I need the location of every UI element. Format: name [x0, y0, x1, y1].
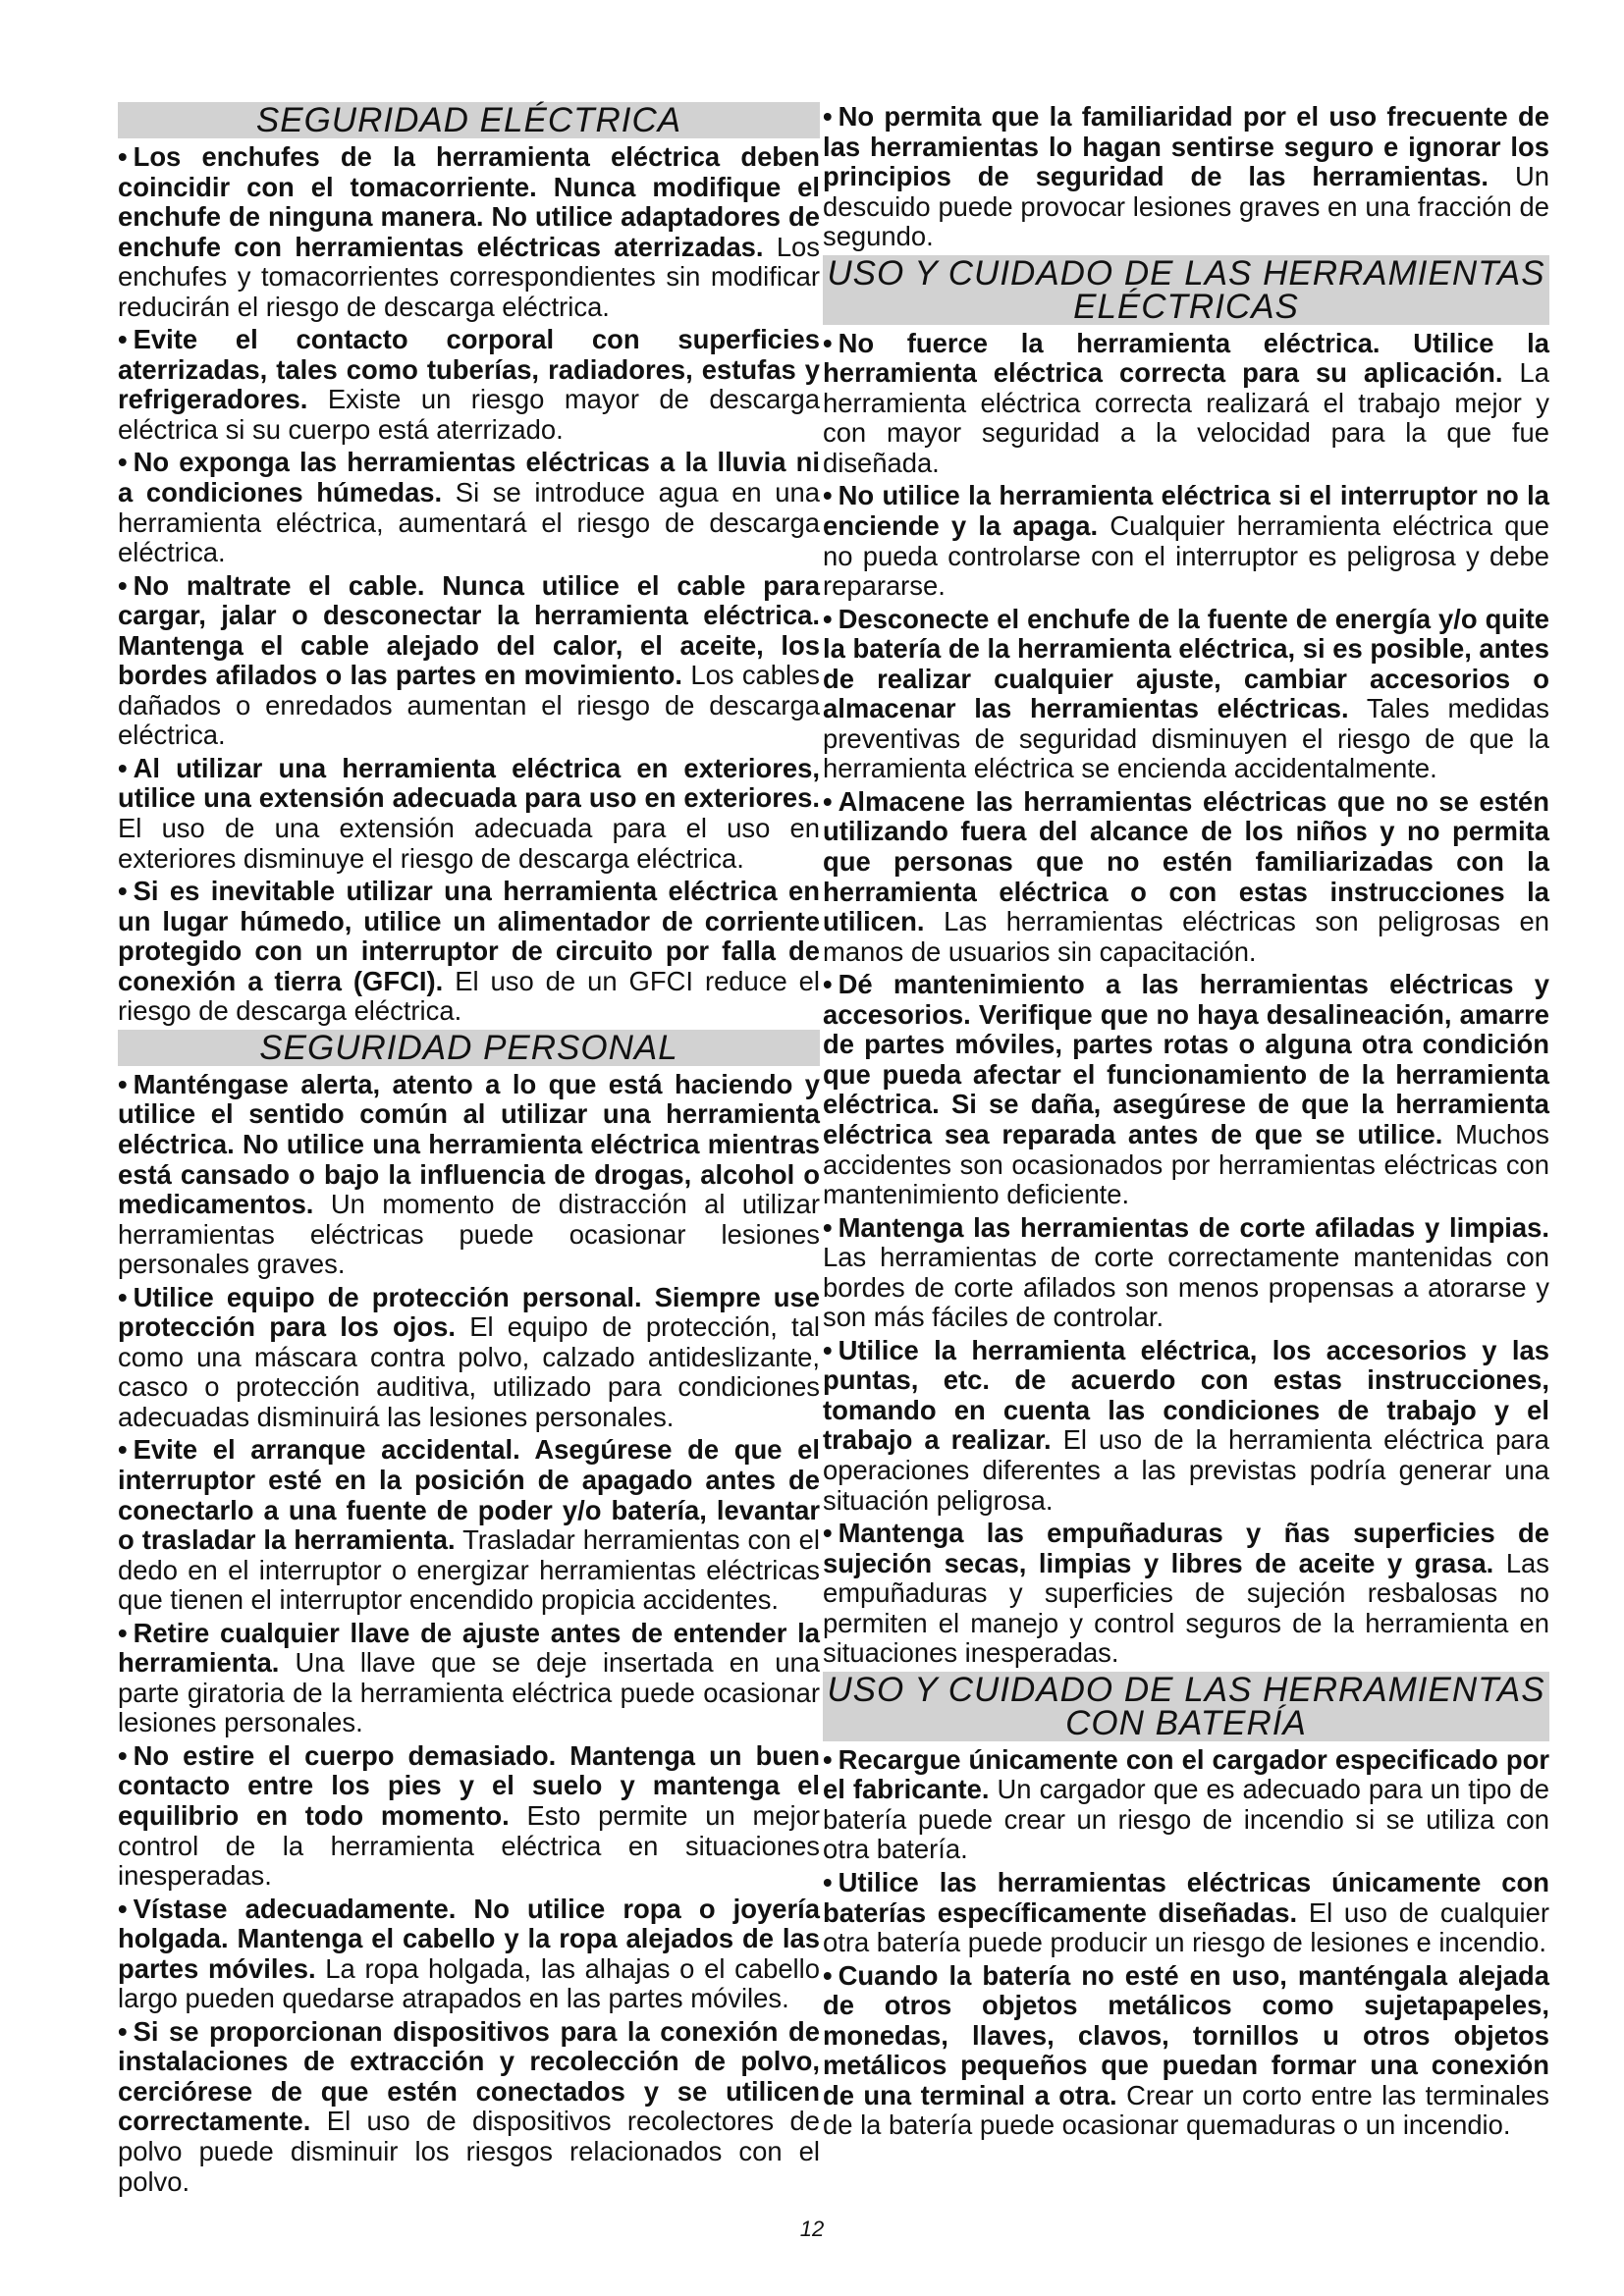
safety-item [118, 2017, 820, 2197]
safety-item [118, 1741, 820, 1892]
safety-item [118, 142, 820, 322]
item-bold-text: Cuando la batería no esté en uso, manténgala alejada de otros objetos metálicos como sujetapapeles, monedas, llaves, clavos, tornillos u otros objetos metálicos pequeños que puedan formar una conexión de una terminal a otra. [823, 1959, 1549, 2110]
safety-item [118, 448, 820, 567]
item-bold-text: No utilice la herramienta eléctrica si el interruptor no la enciende y la apaga. [823, 480, 1549, 542]
item-normal-text: Las empuñaduras y superficies de sujeción resbalosas no permiten el manejo y control seguros de la herramienta en situaciones inesperadas. [823, 1547, 1549, 1669]
bullet-icon: • [118, 1617, 128, 1648]
item-normal-text: Esto permite un mejor control de la herramienta eléctrica en situaciones inesperadas. [118, 1799, 820, 1892]
item-normal-text: Existe un riesgo mayor de descarga eléctrica si su cuerpo está aterrizado. [118, 384, 820, 445]
bullet-icon: • [118, 447, 128, 478]
item-bold-text: Recargue únicamente con el cargador especificado por el fabricante. [823, 1743, 1549, 1805]
page-number: 12 [799, 2216, 825, 2241]
section-seguridad-personal [118, 1030, 820, 2197]
item-normal-text: El uso de una extensión adecuada para el uso en exteriores disminuye el riesgo de descarga eléctrica. [118, 813, 820, 874]
bullet-icon: • [118, 2015, 128, 2047]
bullet-icon: • [118, 1893, 128, 1924]
item-normal-text: Un momento de distracción al utilizar herramientas eléctricas puede ocasionar lesiones personales graves. [118, 1189, 820, 1280]
item-bold-text: No fuerce la herramienta eléctrica. Utilice la herramienta eléctrica correcta para su aplicación. [823, 327, 1549, 389]
bullet-icon: • [118, 1281, 128, 1312]
item-bold-text: Si es inevitable utilizar una herramienta eléctrica en un lugar húmedo, utilice un alimentador de corriente protegido con un interruptor de circuito por falla de conexión a tierra (GFCI). [118, 876, 820, 996]
item-normal-text: El equipo de protección, tal como una máscara contra polvo, calzado antideslizante, casco o protección auditiva, utilizado para condiciones adecuadas disminuirá las lesiones personales. [118, 1311, 820, 1432]
right-column [823, 102, 1549, 2144]
section-header: SEGURIDAD PERSONAL [118, 1030, 820, 1066]
item-bold-text: No maltrate el cable. Nunca utilice el cable para cargar, jalar o desconectar la herramienta eléctrica. Mantenga el cable alejado del calor, el aceite, los bordes afilados o las partes en movimiento. [118, 569, 820, 691]
safety-item [823, 970, 1549, 1209]
item-bold-text: Los enchufes de la herramienta eléctrica deben coincidir con el tomacorriente. Nunca modifique el enchufe de ninguna manera. No utilice adaptadores de enchufe con herramientas eléctricas aterrizadas. [118, 141, 820, 262]
item-bold-text: Vístase adecuadamente. No utilice ropa o joyería holgada. Mantenga el cabello y la ropa alejados de las partes móviles. [118, 1893, 820, 1984]
safety-item [118, 325, 820, 445]
bullet-icon: • [823, 603, 833, 634]
item-normal-text: Los enchufes y tomacorrientes correspondientes sin modificar reducirán el riesgo de descarga eléctrica. [118, 231, 820, 322]
bullet-icon: • [823, 101, 833, 132]
section-uso-y-cuidado-de-las-herramientas-electricas [823, 255, 1549, 1669]
item-normal-text: La herramienta eléctrica correcta realizará el trabajo mejor y con mayor seguridad a la velocidad para la que fue diseñada. [823, 357, 1549, 478]
bullet-icon: • [118, 876, 128, 907]
item-normal-text: Trasladar herramientas con el dedo en el interruptor o energizar herramientas eléctricas que tienen el interruptor encendido propicia accidentes. [118, 1524, 820, 1616]
item-bold-text: Utilice las herramientas eléctricas únicamente con baterías específicamente diseñadas. [823, 1866, 1549, 1928]
item-normal-text: La ropa holgada, las alhajas o el cabello largo pueden quedarse atrapados en las partes móviles. [118, 1952, 820, 2014]
item-normal-text: Un descuido puede provocar lesiones graves en una fracción de segundo. [823, 161, 1549, 252]
section-header: USO Y CUIDADO DE LAS HERRAMIENTAS ELÉCTRICAS [823, 255, 1549, 325]
item-bold-text: Desconecte el enchufe de la fuente de energía y/o quite la batería de la herramienta eléctrica, si es posible, antes de realizar cualquier ajuste, cambiar accesorios o almacenar las herramientas eléctricas. [823, 603, 1549, 724]
item-bold-text: Utilice equipo de protección personal. Siempre use protección para los ojos. [118, 1281, 820, 1343]
item-normal-text: Muchos accidentes son ocasionados por herramientas eléctricas con mantenimiento deficiente. [823, 1118, 1549, 1210]
section-continued [823, 102, 1549, 252]
bullet-icon: • [118, 752, 128, 783]
bullet-icon: • [118, 324, 128, 355]
safety-item [118, 1895, 820, 2014]
safety-item [823, 102, 1549, 252]
bullet-icon: • [823, 1959, 833, 1991]
bullet-icon: • [118, 141, 128, 172]
item-bold-text: Si se proporcionan dispositivos para la conexión de instalaciones de extracción y recolección de polvo, cerciórese de que estén conectados y se utilicen correctamente. [118, 2015, 820, 2137]
bullet-icon: • [118, 569, 128, 601]
bullet-icon: • [823, 1211, 833, 1243]
item-normal-text: El uso de cualquier otra batería puede producir un riesgo de lesiones e incendio. [823, 1896, 1549, 1958]
item-normal-text: Crear un corto entre las terminales de la batería puede ocasionar quemaduras o un incendio. [823, 2079, 1549, 2141]
section-uso-y-cuidado-de-las-herramientas-con-bateria [823, 1672, 1549, 2141]
bullet-icon: • [823, 1743, 833, 1775]
safety-item [823, 481, 1549, 601]
item-normal-text: Tales medidas preventivas de seguridad disminuyen el riesgo de que la herramienta eléctrica se encienda accidentalmente. [823, 693, 1549, 784]
item-bold-text: Evite el arranque accidental. Asegúrese de que el interruptor esté en la posición de apagado antes de conectarlo a una fuente de poder y/o batería, levantar o trasladar la herramienta. [118, 1434, 820, 1556]
safety-item [823, 1961, 1549, 2141]
item-normal-text: El uso de un GFCI reduce el riesgo de descarga eléctrica. [118, 965, 820, 1027]
item-normal-text: Las herramientas de corte correctamente mantenidas con bordes de corte afilados son menos propensas a atorarse y son más fáciles de controlar. [823, 1242, 1549, 1333]
item-bold-text: Al utilizar una herramienta eléctrica en exteriores, utilice una extensión adecuada para uso en exteriores. [118, 752, 820, 814]
bullet-icon: • [118, 1068, 128, 1099]
item-normal-text: Las herramientas eléctricas son peligrosas en manos de usuarios sin capacitación. [823, 906, 1549, 967]
left-column [118, 102, 820, 2200]
bullet-icon: • [823, 1866, 833, 1897]
item-normal-text: El uso de dispositivos recolectores de polvo puede disminuir los riesgos relacionados con el polvo. [118, 2106, 820, 2197]
safety-item [823, 329, 1549, 479]
item-bold-text: No permita que la familiaridad por el uso frecuente de las herramientas lo hagan sentirse seguro e ignorar los principios de seguridad de las herramientas. [823, 101, 1549, 192]
safety-item [823, 1745, 1549, 1865]
bullet-icon: • [823, 327, 833, 358]
item-bold-text: Utilice la herramienta eléctrica, los accesorios y las puntas, etc. de acuerdo con estas instrucciones, tomando en cuenta las condiciones de trabajo y el trabajo a realizar. [823, 1334, 1549, 1456]
safety-item [118, 571, 820, 751]
item-normal-text: Si se introduce agua en una herramienta eléctrica, aumentará el riesgo de descarga eléctrica. [118, 477, 820, 568]
safety-item [823, 787, 1549, 967]
item-bold-text: No estire el cuerpo demasiado. Mantenga un buen contacto entre los pies y el suelo y mantenga el equilibrio en todo momento. [118, 1739, 820, 1831]
item-normal-text: El uso de la herramienta eléctrica para operaciones diferentes a las previstas podría generar una situación peligrosa. [823, 1424, 1549, 1516]
item-normal-text: Cualquier herramienta eléctrica que no pueda controlarse con el interruptor es peligrosa y debe repararse. [823, 510, 1549, 602]
item-bold-text: Manténgase alerta, atento a lo que está haciendo y utilice el sentido común al utilizar una herramienta eléctrica. No utilice una herramienta eléctrica mientras está cansado o bajo la influencia de drogas, alcohol o medicamentos. [118, 1068, 820, 1220]
item-normal-text: Un cargador que es adecuado para un tipo de batería puede crear un riesgo de incendio si se utiliza con otra batería. [823, 1774, 1549, 1865]
safety-item [118, 754, 820, 874]
bullet-icon: • [823, 785, 833, 817]
safety-item [823, 1868, 1549, 1958]
bullet-icon: • [823, 480, 833, 511]
safety-item [118, 1283, 820, 1433]
item-bold-text: No exponga las herramientas eléctricas a la lluvia ni a condiciones húmedas. [118, 447, 820, 508]
item-normal-text: Los cables dañados o enredados aumentan el riesgo de descarga eléctrica. [118, 660, 820, 751]
safety-item [823, 1519, 1549, 1669]
item-bold-text: Evite el contacto corporal con superficies aterrizadas, tales como tuberías, radiadores, estufas y refrigeradores. [118, 324, 820, 415]
item-bold-text: Mantenga las herramientas de corte afiladas y limpias. [838, 1211, 1549, 1243]
section-header: SEGURIDAD ELÉCTRICA [118, 102, 820, 138]
bullet-icon: • [823, 969, 833, 1000]
bullet-icon: • [823, 1518, 833, 1549]
item-bold-text: Mantenga las empuñaduras y ñas superficies de sujeción secas, limpias y libres de aceite y grasa. [823, 1518, 1549, 1578]
bullet-icon: • [118, 1739, 128, 1771]
safety-item [118, 877, 820, 1027]
safety-item [823, 605, 1549, 784]
item-bold-text: Retire cualquier llave de ajuste antes de entender la herramienta. [118, 1617, 820, 1679]
safety-item [118, 1435, 820, 1615]
bullet-icon: • [118, 1434, 128, 1466]
section-seguridad-electrica [118, 102, 820, 1027]
safety-item [118, 1070, 820, 1280]
item-bold-text: Dé mantenimiento a las herramientas eléctricas y accesorios. Verifique que no haya desalineación, amarre de partes móviles, partes rotas o alguna otra condición que pueda afectar el funcionamiento de la herramienta eléctrica. Si se daña, asegúrese de que la herramienta eléctrica sea reparada antes de que se utilice. [823, 969, 1549, 1149]
section-header: USO Y CUIDADO DE LAS HERRAMIENTAS CON BATERÍA [823, 1672, 1549, 1741]
safety-item [823, 1213, 1549, 1333]
safety-item [823, 1336, 1549, 1516]
safety-item [118, 1619, 820, 1738]
item-bold-text: Almacene las herramientas eléctricas que no se estén utilizando fuera del alcance de los niños y no permita que personas que no estén familiarizadas con la herramienta eléctrica o con estas instrucciones la utilicen. [823, 785, 1549, 937]
item-normal-text: Una llave que se deje insertada en una parte giratoria de la herramienta eléctrica puede ocasionar lesiones personales. [118, 1647, 820, 1738]
bullet-icon: • [823, 1334, 833, 1365]
